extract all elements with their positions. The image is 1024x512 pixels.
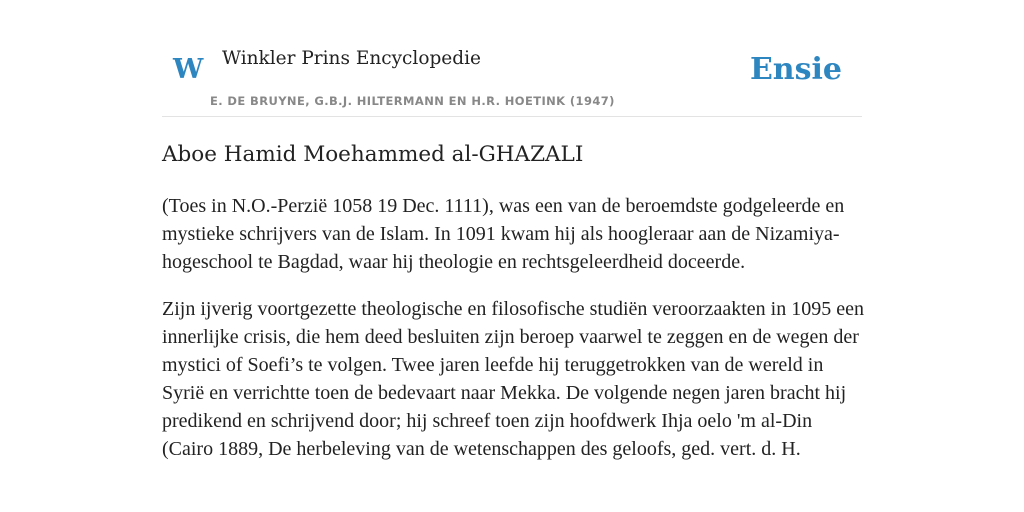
site-header <box>162 30 862 117</box>
site-title[interactable]: Winkler Prins Encyclopedie <box>222 48 481 69</box>
article-title: Aboe Hamid Moehammed al-GHAZALI <box>162 142 584 167</box>
authors-line: E. DE BRUYNE, G.B.J. HILTERMANN EN H.R. HOETINK (1947) <box>210 94 615 108</box>
article-paragraph-2: Zijn ijverig voortgezette theologische en filosofische studiën veroorzaakten in 1095 een innerlijke crisis, die hem deed besluiten zijn beroep vaarwel te zeggen en de wegen der mystici of Soefi’s te volgen. Twee jaren leefde hij teruggetrokken van de wereld in Syrië en verrichtte toen de bedevaart naar Mekka. De volgende negen jaren bracht hij predikend en schrijvend door; hij schreef toen zijn hoofdwerk Ihja oelo 'm al-Din (Cairo 1889, De herbeleving van de wetenschappen des geloofs, ged. vert. d. H. <box>162 298 864 460</box>
brand-logo[interactable]: Ensie <box>749 52 842 87</box>
article-body <box>162 192 864 482</box>
site-logo[interactable]: W <box>173 54 204 85</box>
article-paragraph-1: (Toes in N.O.-Perzië 1058 19 Dec. 1111), was een van de beroemdste godgeleerde en mystieke schrijvers van de Islam. In 1091 kwam hij als hoogleraar aan de Nizamiya-hogeschool te Bagdad, waar hij theologie en rechtsgeleerdheid doceerde. <box>162 195 845 273</box>
